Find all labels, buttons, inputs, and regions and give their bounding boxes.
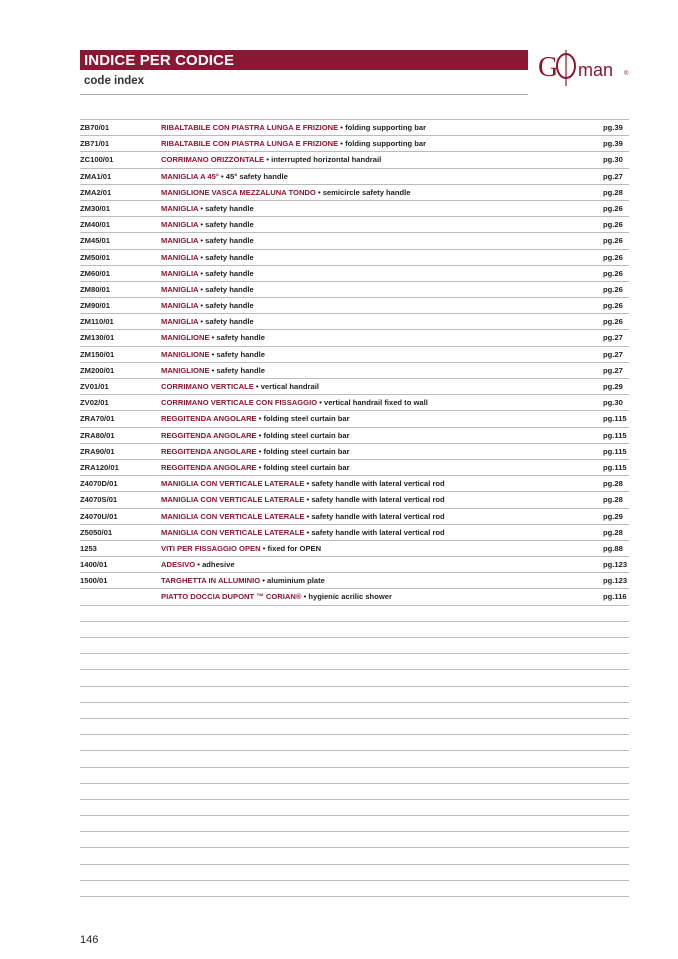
item-name-italian: MANIGLIA A 45° [161, 171, 219, 181]
item-code: ZM45/01 [80, 236, 110, 246]
table-row [80, 428, 629, 444]
item-code: ZM30/01 [80, 203, 110, 213]
item-page-ref: pg.116 [603, 592, 627, 602]
item-page-ref: pg.39 [603, 123, 623, 132]
item-name-italian: MANIGLIA [161, 317, 199, 327]
empty-row [80, 848, 629, 864]
item-page-ref: pg.26 [603, 317, 623, 327]
item-description [161, 250, 254, 265]
item-name-italian: MANIGLIA [161, 252, 199, 262]
table-row [80, 266, 629, 282]
item-description [161, 201, 254, 216]
table-row [80, 411, 629, 427]
item-name-english: • interrupted horizontal handrail [266, 155, 382, 165]
empty-row [80, 735, 629, 751]
page-number: 146 [80, 934, 99, 946]
item-page-ref: pg.28 [603, 187, 623, 197]
item-name-english: • hygienic acrilic shower [301, 592, 392, 602]
logo-mark-icon [536, 42, 636, 92]
item-name-italian: RIBALTABILE CON PIASTRA LUNGA E FRIZIONE [161, 123, 339, 132]
item-name-english: • folding supporting bar [338, 123, 427, 132]
empty-row [80, 768, 629, 784]
item-description [161, 411, 350, 426]
table-row [80, 395, 629, 411]
item-code: ZV01/01 [80, 382, 109, 391]
item-name-english: • adhesive [195, 560, 235, 570]
item-description [161, 120, 426, 135]
item-code: ZM90/01 [80, 301, 110, 311]
item-description [161, 557, 235, 572]
item-page-ref: pg.123 [603, 560, 628, 570]
page-title: INDICE PER CODICE [84, 52, 235, 69]
item-description [161, 152, 381, 167]
item-name-english: • safety handle [198, 236, 254, 246]
item-description [161, 298, 254, 313]
item-page-ref: pg.115 [603, 414, 627, 424]
item-name-english: • vertical handrail fixed to wall [317, 398, 428, 408]
item-name-italian: REGGITENDA ANGOLARE [161, 462, 257, 472]
table-row [80, 152, 629, 168]
table-row [80, 557, 629, 573]
item-name-italian: MANIGLIA [161, 301, 199, 311]
item-page-ref: pg.115 [603, 446, 627, 456]
item-description [161, 217, 254, 232]
item-name-italian: CORRIMANO VERTICALE CON FISSAGGIO [161, 398, 318, 408]
item-description [161, 444, 350, 459]
empty-row [80, 751, 629, 767]
item-page-ref: pg.28 [603, 527, 623, 537]
table-row [80, 282, 629, 298]
item-code: ZM200/01 [80, 365, 115, 375]
item-page-ref: pg.26 [603, 268, 623, 278]
empty-row [80, 881, 629, 897]
item-name-english: • semicircle safety handle [315, 187, 411, 197]
item-code: ZRA70/01 [80, 414, 115, 424]
item-name-italian: MANIGLIA [161, 284, 199, 294]
item-page-ref: pg.27 [603, 349, 623, 359]
item-name-italian: REGGITENDA ANGOLARE [161, 414, 257, 424]
item-name-italian: REGGITENDA ANGOLARE [161, 446, 257, 456]
table-row [80, 525, 629, 541]
item-page-ref: pg.26 [603, 236, 623, 246]
table-row [80, 233, 629, 249]
table-row [80, 363, 629, 379]
item-description [161, 509, 445, 524]
item-name-italian: MANIGLIA CON VERTICALE LATERALE [161, 511, 305, 521]
empty-row [80, 622, 629, 638]
table-row [80, 589, 629, 605]
table-row [80, 330, 629, 346]
item-description [161, 492, 445, 507]
item-code: ZMA1/01 [80, 171, 112, 181]
item-name-english: • folding steel curtain bar [256, 446, 350, 456]
item-name-english: • safety handle [198, 220, 254, 230]
item-name-italian: MANIGLIA [161, 220, 199, 230]
item-code: ZM150/01 [80, 349, 115, 359]
item-page-ref: pg.28 [603, 479, 623, 489]
empty-row [80, 654, 629, 670]
item-description [161, 395, 428, 410]
item-name-english: • safety handle [198, 268, 254, 278]
table-row [80, 250, 629, 266]
item-description [161, 379, 319, 394]
item-page-ref: pg.39 [603, 139, 623, 149]
empty-row [80, 719, 629, 735]
item-code: ZM40/01 [80, 220, 110, 230]
item-page-ref: pg.115 [603, 462, 627, 472]
item-page-ref: pg.26 [603, 252, 623, 262]
item-code: ZV02/01 [80, 398, 109, 408]
item-code: ZB71/01 [80, 139, 110, 149]
item-code: 1500/01 [80, 576, 108, 586]
item-description [161, 314, 254, 329]
page-subtitle: code index [84, 75, 145, 87]
item-name-italian: MANIGLIA CON VERTICALE LATERALE [161, 495, 305, 505]
item-description [161, 460, 350, 475]
item-description [161, 347, 265, 362]
item-page-ref: pg.27 [603, 365, 623, 375]
item-description [161, 476, 445, 491]
item-name-italian: MANIGLIA CON VERTICALE LATERALE [161, 479, 305, 489]
table-row [80, 509, 629, 525]
item-code: Z5050/01 [80, 527, 113, 537]
table-row [80, 217, 629, 233]
empty-row [80, 865, 629, 881]
item-description [161, 233, 254, 248]
item-description [161, 525, 445, 540]
table-row [80, 476, 629, 492]
item-name-english: • safety handle [209, 349, 265, 359]
item-code: Z4070S/01 [80, 495, 118, 505]
item-name-italian: RIBALTABILE CON PIASTRA LUNGA E FRIZIONE [161, 139, 339, 149]
table-row [80, 120, 629, 136]
code-index-table [80, 119, 629, 897]
table-row [80, 314, 629, 330]
item-page-ref: pg.29 [603, 382, 623, 391]
item-name-english: • folding steel curtain bar [256, 462, 350, 472]
item-code: Z4070D/01 [80, 479, 118, 489]
item-page-ref: pg.115 [603, 430, 627, 440]
item-name-italian: MANIGLIA [161, 203, 199, 213]
item-description [161, 363, 265, 378]
item-page-ref: pg.26 [603, 203, 623, 213]
svg-text:man: man [578, 60, 614, 80]
svg-text:G: G [538, 52, 559, 83]
table-row [80, 136, 629, 152]
item-name-english: • safety handle [198, 252, 254, 262]
header-divider [80, 94, 528, 95]
item-name-italian: TARGHETTA IN ALLUMINIO [161, 576, 261, 586]
item-name-italian: CORRIMANO VERTICALE [161, 382, 254, 391]
item-name-english: • safety handle with lateral vertical rod [304, 527, 445, 537]
table-row [80, 298, 629, 314]
item-code: ZM80/01 [80, 284, 110, 294]
item-page-ref: pg.27 [603, 171, 623, 181]
item-name-english: • safety handle with lateral vertical rod [304, 479, 445, 489]
empty-row [80, 800, 629, 816]
item-description [161, 541, 321, 556]
table-row [80, 541, 629, 557]
item-code: ZRA120/01 [80, 462, 119, 472]
item-page-ref: pg.29 [603, 511, 623, 521]
item-name-english: • vertical handrail [253, 382, 319, 391]
item-name-italian: PIATTO DOCCIA DUPONT ™ CORIAN® [161, 592, 302, 602]
item-name-italian: MANIGLIONE [161, 365, 210, 375]
item-name-english: • safety handle [209, 365, 265, 375]
item-code: ZB70/01 [80, 123, 110, 132]
item-code: ZRA80/01 [80, 430, 115, 440]
svg-text:®: ® [624, 71, 629, 77]
item-code: ZMA2/01 [80, 187, 112, 197]
item-name-italian: VITI PER FISSAGGIO OPEN [161, 543, 261, 553]
empty-row [80, 687, 629, 703]
item-page-ref: pg.30 [603, 155, 623, 165]
empty-row [80, 703, 629, 719]
item-code: ZM60/01 [80, 268, 110, 278]
item-description [161, 589, 392, 604]
empty-row [80, 832, 629, 848]
item-code: ZRA90/01 [80, 446, 115, 456]
item-name-english: • safety handle with lateral vertical rod [304, 511, 445, 521]
item-name-italian: MANIGLIONE [161, 333, 210, 343]
item-name-italian: MANIGLIA [161, 268, 199, 278]
item-name-italian: ADESIVO [161, 560, 196, 570]
item-description [161, 266, 254, 281]
item-name-english: • folding steel curtain bar [256, 430, 350, 440]
item-name-english: • safety handle with lateral vertical rod [304, 495, 445, 505]
item-page-ref: pg.123 [603, 576, 628, 586]
item-page-ref: pg.26 [603, 301, 623, 311]
item-description [161, 185, 411, 200]
item-name-english: • folding steel curtain bar [256, 414, 350, 424]
item-page-ref: pg.26 [603, 220, 623, 230]
item-page-ref: pg.88 [603, 543, 623, 553]
table-row [80, 169, 629, 185]
item-code: ZM110/01 [80, 317, 114, 327]
empty-row [80, 816, 629, 832]
item-name-english: • safety handle [198, 284, 254, 294]
item-page-ref: pg.26 [603, 284, 623, 294]
item-name-english: • aluminium plate [260, 576, 325, 586]
item-page-ref: pg.27 [603, 333, 623, 343]
item-code: ZM50/01 [80, 252, 110, 262]
empty-row [80, 638, 629, 654]
item-description [161, 428, 350, 443]
item-page-ref: pg.30 [603, 398, 623, 408]
table-row [80, 185, 629, 201]
item-name-english: • fixed for OPEN [260, 543, 322, 553]
item-name-italian: MANIGLIA [161, 236, 199, 246]
item-page-ref: pg.28 [603, 495, 623, 505]
item-description [161, 330, 265, 345]
table-row [80, 347, 629, 363]
item-name-italian: MANIGLIONE [161, 349, 210, 359]
empty-row [80, 606, 629, 622]
item-name-english: • 45° safety handle [218, 171, 288, 181]
table-row [80, 444, 629, 460]
item-name-english: • safety handle [198, 317, 254, 327]
item-name-english: • safety handle [198, 301, 254, 311]
item-code: 1400/01 [80, 560, 108, 570]
item-name-english: • safety handle [198, 203, 254, 213]
item-name-italian: MANIGLIA CON VERTICALE LATERALE [161, 527, 305, 537]
brand-logo [536, 42, 636, 92]
item-name-italian: MANIGLIONE VASCA MEZZALUNA TONDO [161, 187, 316, 197]
item-description [161, 282, 254, 297]
item-code: Z4070U/01 [80, 511, 118, 521]
empty-row [80, 784, 629, 800]
item-description [161, 573, 325, 588]
item-description [161, 136, 426, 151]
item-code: ZC100/01 [80, 155, 114, 165]
item-name-italian: REGGITENDA ANGOLARE [161, 430, 257, 440]
item-name-italian: CORRIMANO ORIZZONTALE [161, 155, 267, 165]
table-row [80, 201, 629, 217]
table-row [80, 460, 629, 476]
item-description [161, 169, 288, 184]
item-code: 1253 [80, 543, 97, 553]
table-row [80, 492, 629, 508]
item-name-english: • safety handle [209, 333, 265, 343]
item-name-english: • folding supporting bar [338, 139, 427, 149]
empty-row [80, 670, 629, 686]
table-row [80, 573, 629, 589]
item-code: ZM130/01 [80, 333, 115, 343]
table-row [80, 379, 629, 395]
